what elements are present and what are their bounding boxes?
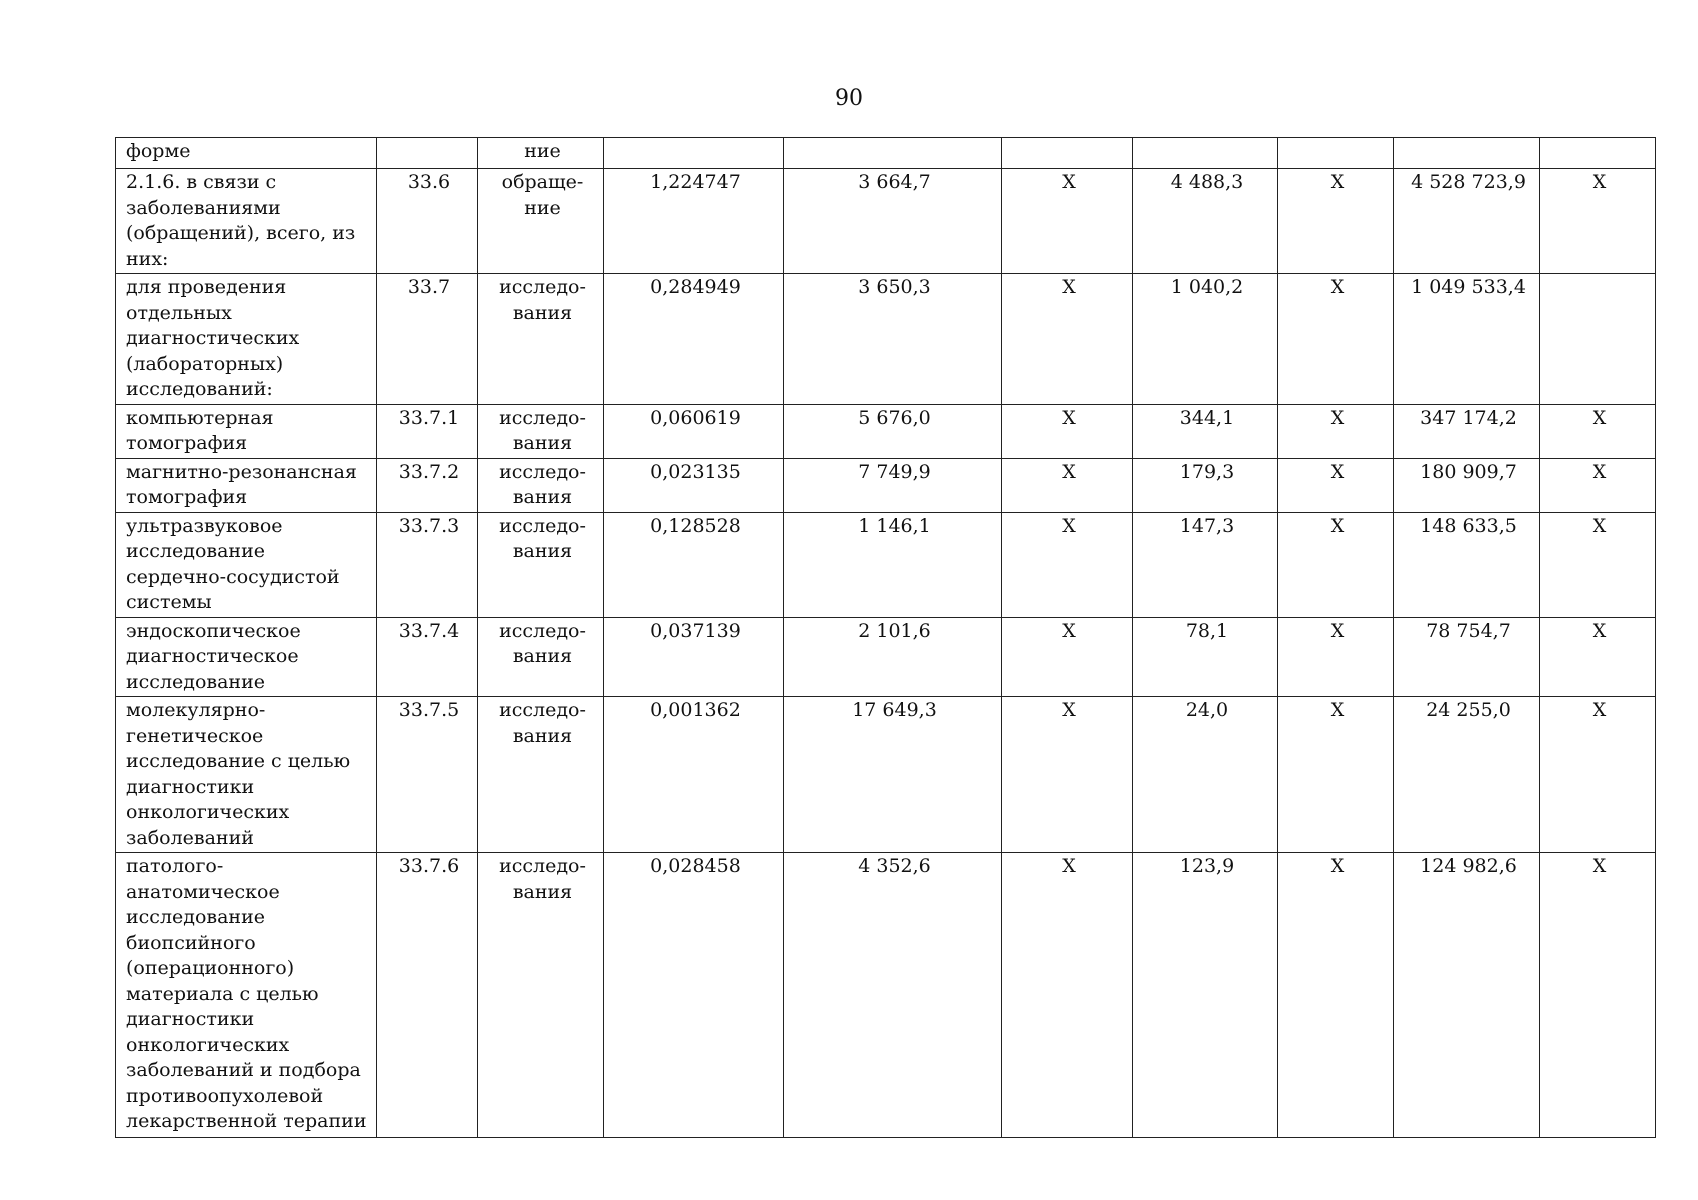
unit-line: исследо- [499, 460, 586, 483]
row-unit-cell [478, 512, 604, 617]
row-total-cell: 347 174,2 [1394, 404, 1540, 458]
unit-line: исследо- [499, 619, 586, 642]
unit-line: исследо- [499, 855, 586, 877]
unit-line: ние [524, 140, 561, 162]
row-x-cell: X [1540, 458, 1656, 512]
row-cost-cell: 7 749,9 [784, 458, 1002, 512]
row-total-cell: 124 982,6 [1394, 853, 1540, 1138]
row-x-cell: X [1278, 404, 1394, 458]
row-cost-cell: 3 650,3 [784, 274, 1002, 405]
row-name-cell: магнитно-резонансная томография [116, 458, 377, 512]
row-volume-cell: 1 040,2 [1133, 274, 1278, 405]
unit-line: обраще- [501, 171, 584, 193]
row-total-cell: 4 528 723,9 [1394, 169, 1540, 274]
row-unit-cell [478, 274, 604, 405]
row-x-cell: X [1278, 512, 1394, 617]
row-name-cell: патолого-анатомическое исследование биопсийного (операционного) материала с целью диагностики онкологических заболеваний и подбора противоопухолевой лекарственной терапии [116, 853, 377, 1138]
row-cost-cell: 1 146,1 [784, 512, 1002, 617]
unit-line: вания [512, 880, 573, 903]
row-unit-cell [478, 697, 604, 853]
row-coef-cell: 0,037139 [604, 617, 784, 697]
table-row [116, 617, 1656, 697]
table-row [116, 169, 1656, 274]
row-code-cell [377, 138, 478, 169]
row-name-cell: форме [116, 138, 377, 169]
row-x-cell: X [1002, 169, 1133, 274]
unit-line: исследо- [499, 276, 586, 298]
row-coef-cell: 1,224747 [604, 169, 784, 274]
row-x-cell: X [1540, 617, 1656, 697]
unit-line: вания [512, 301, 573, 324]
row-unit-cell [478, 169, 604, 274]
row-coef-cell: 0,060619 [604, 404, 784, 458]
row-volume-cell: 123,9 [1133, 853, 1278, 1138]
row-x-cell: X [1278, 169, 1394, 274]
row-x-cell: X [1002, 458, 1133, 512]
row-volume-cell: 147,3 [1133, 512, 1278, 617]
row-unit-cell [478, 138, 604, 169]
table-body [116, 138, 1656, 1138]
row-x-cell: X [1540, 853, 1656, 1138]
row-volume-cell: 344,1 [1133, 404, 1278, 458]
row-name-cell: молекулярно-генетическое исследование с целью диагностики онкологических заболеваний [116, 697, 377, 853]
row-coef-cell: 0,028458 [604, 853, 784, 1138]
row-coef-cell: 0,001362 [604, 697, 784, 853]
unit-line: ние [524, 196, 561, 219]
row-name-cell: эндоскопическое диагностическое исследование [116, 617, 377, 697]
row-name-cell: 2.1.6. в связи с заболеваниями (обращений), всего, из них: [116, 169, 377, 274]
row-name-cell: компьютерная томография [116, 404, 377, 458]
row-code-cell: 33.7.4 [377, 617, 478, 697]
row-total-cell: 148 633,5 [1394, 512, 1540, 617]
row-x-cell: X [1278, 458, 1394, 512]
table-row [116, 853, 1656, 1138]
row-unit-cell [478, 458, 604, 512]
row-volume-cell: 78,1 [1133, 617, 1278, 697]
row-cost-cell [784, 138, 1002, 169]
row-x-cell: X [1002, 512, 1133, 617]
row-total-cell: 78 754,7 [1394, 617, 1540, 697]
row-unit-cell [478, 853, 604, 1138]
row-cost-cell: 17 649,3 [784, 697, 1002, 853]
row-x-cell: X [1002, 697, 1133, 853]
row-x-cell: X [1278, 274, 1394, 405]
unit-line: вания [512, 645, 573, 667]
row-total-cell [1394, 138, 1540, 169]
row-x-cell [1540, 138, 1656, 169]
row-coef-cell: 0,023135 [604, 458, 784, 512]
row-x-cell [1540, 274, 1656, 405]
unit-line: вания [512, 724, 573, 747]
unit-line: исследо- [499, 514, 586, 537]
row-x-cell: X [1002, 853, 1133, 1138]
row-volume-cell [1133, 138, 1278, 169]
row-code-cell: 33.7.1 [377, 404, 478, 458]
row-x-cell [1278, 138, 1394, 169]
table-row [116, 458, 1656, 512]
row-x-cell: X [1278, 853, 1394, 1138]
row-cost-cell: 3 664,7 [784, 169, 1002, 274]
unit-line: вания [512, 486, 573, 508]
row-x-cell [1002, 138, 1133, 169]
table-row [116, 512, 1656, 617]
row-x-cell: X [1278, 617, 1394, 697]
row-total-cell: 24 255,0 [1394, 697, 1540, 853]
row-name-cell: для проведения отдельных диагностических (лабораторных) исследований: [116, 274, 377, 405]
row-code-cell: 33.6 [377, 169, 478, 274]
row-total-cell: 1 049 533,4 [1394, 274, 1540, 405]
row-code-cell: 33.7 [377, 274, 478, 405]
row-x-cell: X [1540, 512, 1656, 617]
row-volume-cell: 179,3 [1133, 458, 1278, 512]
row-x-cell: X [1002, 274, 1133, 405]
row-coef-cell [604, 138, 784, 169]
row-x-cell: X [1540, 169, 1656, 274]
table-row [116, 404, 1656, 458]
row-cost-cell: 4 352,6 [784, 853, 1002, 1138]
row-unit-cell [478, 617, 604, 697]
table-row [116, 697, 1656, 853]
unit-line: вания [512, 540, 573, 562]
row-volume-cell: 4 488,3 [1133, 169, 1278, 274]
unit-line: исследо- [499, 699, 586, 721]
table-row [116, 274, 1656, 405]
page-number: 90 [835, 86, 863, 111]
row-total-cell: 180 909,7 [1394, 458, 1540, 512]
row-code-cell: 33.7.5 [377, 697, 478, 853]
row-code-cell: 33.7.6 [377, 853, 478, 1138]
row-unit-cell [478, 404, 604, 458]
unit-line: исследо- [499, 406, 586, 429]
row-x-cell: X [1002, 404, 1133, 458]
row-name-cell: ультразвуковое исследование сердечно-сосудистой системы [116, 512, 377, 617]
row-volume-cell: 24,0 [1133, 697, 1278, 853]
row-code-cell: 33.7.3 [377, 512, 478, 617]
row-coef-cell: 0,284949 [604, 274, 784, 405]
data-table [115, 137, 1656, 1138]
row-coef-cell: 0,128528 [604, 512, 784, 617]
row-cost-cell: 5 676,0 [784, 404, 1002, 458]
row-x-cell: X [1540, 404, 1656, 458]
unit-line: вания [512, 432, 573, 454]
row-code-cell: 33.7.2 [377, 458, 478, 512]
row-cost-cell: 2 101,6 [784, 617, 1002, 697]
row-x-cell: X [1002, 617, 1133, 697]
row-x-cell: X [1278, 697, 1394, 853]
row-x-cell: X [1540, 697, 1656, 853]
table-row [116, 138, 1656, 169]
